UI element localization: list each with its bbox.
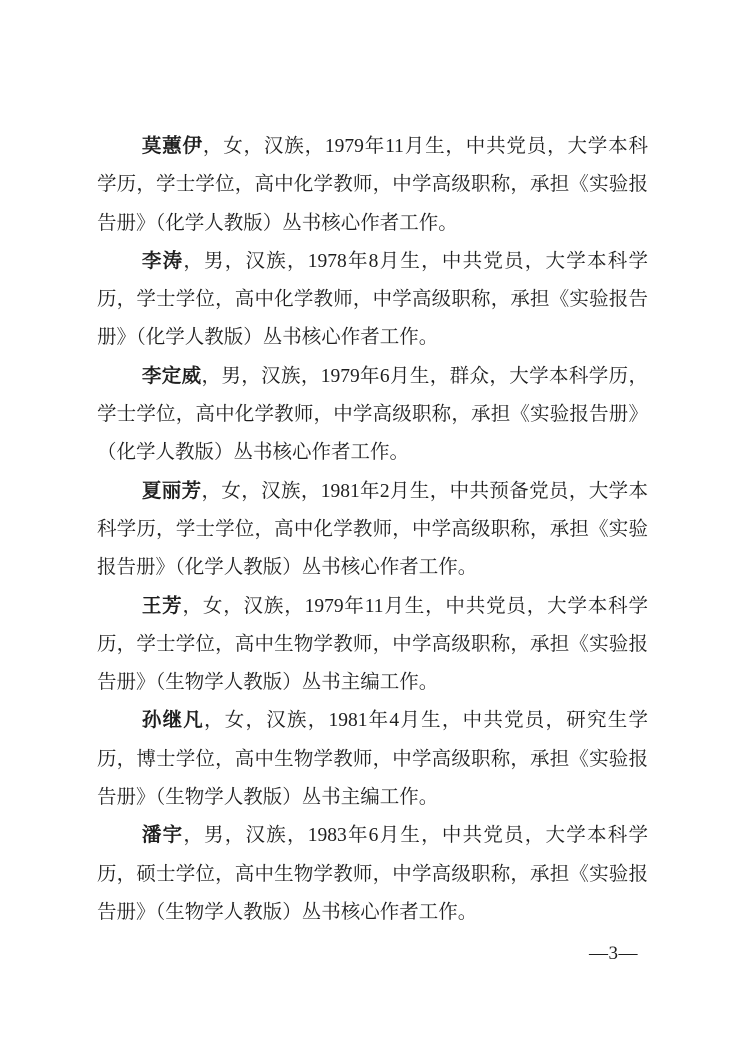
person-details: ，女，汉族，1979年11月生，中共党员，大学本科学历，学士学位，高中化学教师，中学高级职称，承担《实验报告册》（化学人教版）丛书核心作者工作。 [97,136,648,234]
person-paragraph [97,588,648,703]
person-paragraph [97,358,648,473]
person-details: ，男，汉族，1983年6月生，中共党员，大学本科学历，硕士学位，高中生物学教师，中学高级职称，承担《实验报告册》（生物学人教版）丛书核心作者工作。 [97,825,648,923]
person-name: 李涛 [141,250,184,272]
person-paragraph [97,473,648,588]
document-body [97,128,648,932]
person-details: ，男，汉族，1979年6月生，群众，大学本科学历，学士学位，高中化学教师，中学高级职称，承担《实验报告册》（化学人教版）丛书核心作者工作。 [97,365,648,464]
person-details: ，女，汉族，1981年4月生，中共党员，研究生学历，博士学位，高中生物学教师，中学高级职称，承担《实验报告册》（生物学人教版）丛书主编工作。 [97,710,648,809]
page-number: —3— [589,943,638,964]
person-name: 李定威 [141,365,202,387]
person-details: ，女，汉族，1979年11月生，中共党员，大学本科学历，学士学位，高中生物学教师，中学高级职称，承担《实验报告册》（生物学人教版）丛书主编工作。 [97,595,648,694]
person-paragraph [97,702,648,817]
person-paragraph [97,128,648,243]
person-paragraph [97,243,648,358]
person-name: 王芳 [141,595,183,617]
person-paragraph [97,817,648,932]
person-details: ，男，汉族，1978年8月生，中共党员，大学本科学历，学士学位，高中化学教师，中学高级职称，承担《实验报告册》（化学人教版）丛书核心作者工作。 [97,250,648,349]
person-name: 孙继凡 [141,710,205,732]
person-details: ，女，汉族，1981年2月生，中共预备党员，大学本科学历，学士学位，高中化学教师，中学高级职称，承担《实验报告册》（化学人教版）丛书核心作者工作。 [97,480,648,579]
person-name: 夏丽芳 [141,480,202,502]
person-name: 潘宇 [141,825,184,847]
person-name: 莫蕙伊 [141,136,203,157]
